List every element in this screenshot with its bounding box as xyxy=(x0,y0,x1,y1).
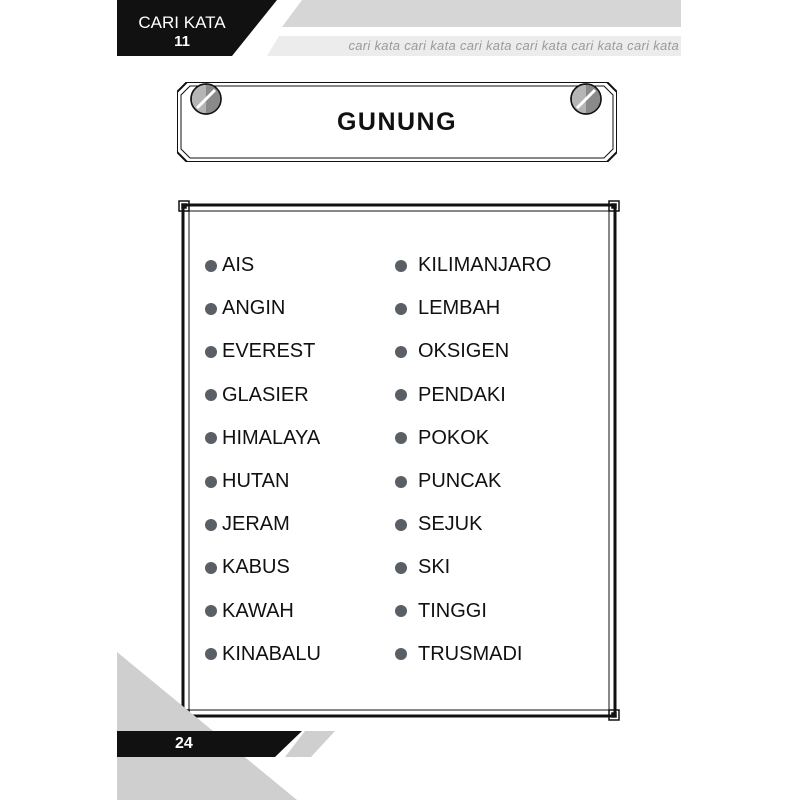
word-item: TINGGI xyxy=(395,590,551,633)
bullet-icon xyxy=(395,605,407,617)
word-item: KILIMANJARO xyxy=(395,244,551,287)
bullet-icon xyxy=(205,519,217,531)
word-item: POKOK xyxy=(395,417,551,460)
word-column-left xyxy=(205,244,321,676)
bullet-icon xyxy=(395,346,407,358)
bullet-icon xyxy=(205,562,217,574)
word-item: EVEREST xyxy=(205,330,321,373)
header-title: CARI KATA xyxy=(138,13,226,32)
word-item: AIS xyxy=(205,244,321,287)
bullet-icon xyxy=(205,476,217,488)
bullet-icon xyxy=(395,260,407,272)
word-item: SEJUK xyxy=(395,503,551,546)
bullet-icon xyxy=(395,476,407,488)
bullet-icon xyxy=(205,605,217,617)
bullet-icon xyxy=(205,648,217,660)
word-item: HIMALAYA xyxy=(205,417,321,460)
word-list-box xyxy=(177,199,621,722)
puzzle-number: 11 xyxy=(174,33,190,50)
word-item: ANGIN xyxy=(205,287,321,330)
word-item: KINABALU xyxy=(205,633,321,676)
bullet-icon xyxy=(205,389,217,401)
bullet-icon xyxy=(205,346,217,358)
header-gray-band xyxy=(282,0,681,27)
word-item: SKI xyxy=(395,546,551,589)
worksheet-page xyxy=(117,0,681,800)
bullet-icon xyxy=(395,303,407,315)
bullet-icon xyxy=(395,648,407,660)
word-item: GLASIER xyxy=(205,374,321,417)
bullet-icon xyxy=(395,562,407,574)
word-column-right xyxy=(395,244,551,676)
word-item: JERAM xyxy=(205,503,321,546)
bullet-icon xyxy=(395,432,407,444)
bullet-icon xyxy=(205,303,217,315)
bullet-icon xyxy=(205,432,217,444)
bullet-icon xyxy=(395,519,407,531)
word-item: HUTAN xyxy=(205,460,321,503)
word-item: KAWAH xyxy=(205,590,321,633)
footer-banner xyxy=(117,731,302,757)
bullet-icon xyxy=(395,389,407,401)
word-item: LEMBAH xyxy=(395,287,551,330)
title-plate xyxy=(177,82,617,162)
word-item: PUNCAK xyxy=(395,460,551,503)
word-item: OKSIGEN xyxy=(395,330,551,373)
header-pattern-text: cari kata cari kata cari kata cari kata cari kata cari kata xyxy=(348,38,679,53)
word-item: KABUS xyxy=(205,546,321,589)
word-item: PENDAKI xyxy=(395,374,551,417)
page-number: 24 xyxy=(175,735,193,752)
bullet-icon xyxy=(205,260,217,272)
word-item: TRUSMADI xyxy=(395,633,551,676)
puzzle-title: GUNUNG xyxy=(336,108,458,136)
